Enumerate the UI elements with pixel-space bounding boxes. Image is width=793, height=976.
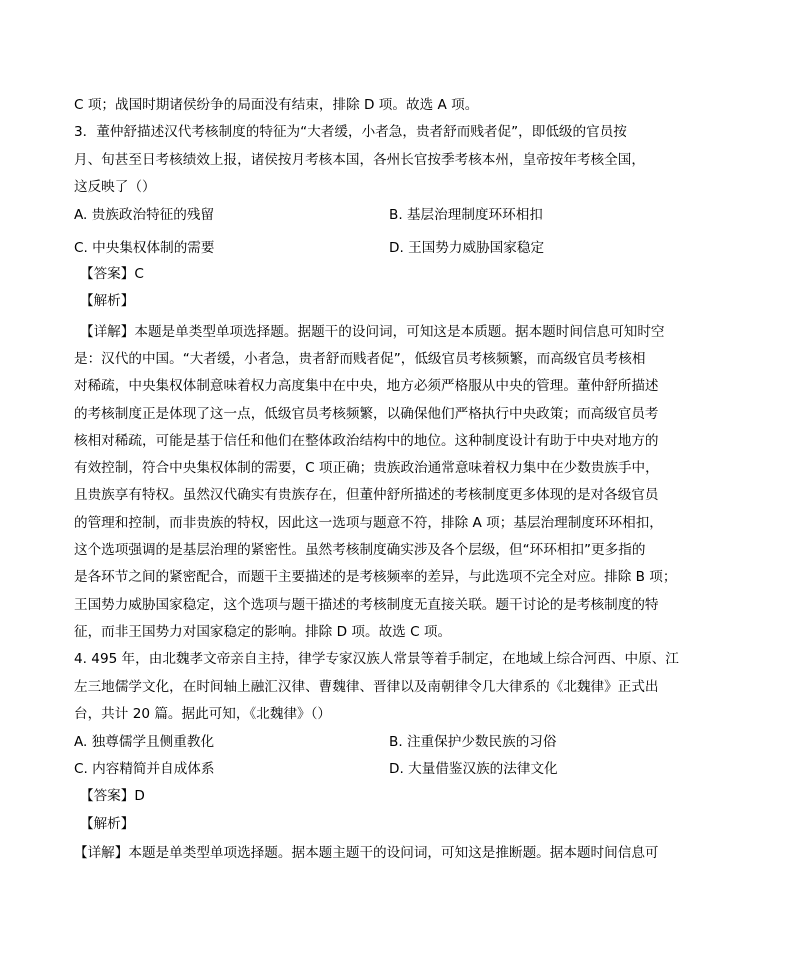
q3-option-d: D. 王国势力威胁国家稳定 — [389, 240, 545, 256]
q4-option-b: B. 注重保护少数民族的习俗 — [389, 734, 557, 750]
q4-option-d: D. 大量借鉴汉族的法律文化 — [389, 761, 558, 777]
q3-stem-line: 3．董仲舒描述汉代考核制度的特征为“大者缓，小者急，贵者舒而贱者促”，即低级的官员按 — [74, 124, 627, 140]
q2-tail-text: C 项；战国时期诸侯纷争的局面没有结束，排除 D 项。故选 A 项。 — [74, 97, 479, 113]
q3-stem-line: 月、旬甚至日考核绩效上报，诸侯按月考核本国，各州长官按季考核本州，皇帝按年考核全国， — [74, 152, 645, 168]
q3-detail-line: 的考核制度正是体现了这一点，低级官员考核频繁，以确保他们严格执行中央政策；而高级官员考 — [74, 406, 659, 422]
q3-stem-line: 这反映了（） — [74, 179, 156, 195]
q3-detail-line: 征，而非王国势力对国家稳定的影响。排除 D 项。故选 C 项。 — [74, 624, 452, 640]
q3-option-b: B. 基层治理制度环环相扣 — [389, 207, 543, 223]
q4-answer: 【答案】D — [80, 788, 145, 804]
q3-detail-line: 核相对稀疏，可能是基于信任和他们在整体政治结构中的地位。这种制度设计有助于中央对地方的 — [74, 433, 659, 449]
q4-option-a: A. 独尊儒学且侧重教化 — [74, 734, 215, 750]
q4-stem-line: 左三地儒学文化，在时间轴上融汇汉律、曹魏律、晋律以及南朝律令几大律系的《北魏律》正式出 — [74, 679, 659, 695]
q3-option-c: C. 中央集权体制的需要 — [74, 240, 215, 256]
q3-detail-line: 有效控制，符合中央集权体制的需要，C 项正确；贵族政治通常意味着权力集中在少数贵族手中， — [74, 460, 659, 476]
q4-option-c: C. 内容精简并自成体系 — [74, 761, 215, 777]
q3-option-a: A. 贵族政治特征的残留 — [74, 207, 215, 223]
q4-stem-line: 4. 495 年，由北魏孝文帝亲自主持，律学专家汉族人常景等着手制定，在地域上综合河西、中原、江 — [74, 651, 679, 667]
q4-stem-line: 台，共计 20 篇。据此可知，《北魏律》（） — [74, 706, 332, 722]
q3-detail-line: 对稀疏，中央集权体制意味着权力高度集中在中央，地方必须严格服从中央的管理。董仲舒所描述 — [74, 378, 659, 394]
q3-detail-line: 且贵族享有特权。虽然汉代确实有贵族存在，但董仲舒所描述的考核制度更多体现的是对各级官员 — [74, 487, 659, 503]
q3-detail-line: 是各环节之间的紧密配合，而题干主要描述的是考核频率的差异，与此选项不完全对应。排除 B 项； — [74, 569, 677, 585]
q3-analysis-label: 【解析】 — [80, 293, 135, 309]
q3-detail-line: 是：汉代的中国。“大者缓，小者急，贵者舒而贱者促”，低级官员考核频繁，而高级官员考核相 — [74, 351, 646, 367]
q4-analysis-label: 【解析】 — [80, 816, 135, 832]
q3-answer: 【答案】C — [80, 266, 144, 282]
q3-detail-line: 【详解】本题是单类型单项选择题。据题干的设问词，可知这是本质题。据本题时间信息可知时空 — [80, 324, 665, 340]
q4-detail-line: 【详解】本题是单类型单项选择题。据本题主题干的设问词，可知这是推断题。据本题时间信息可 — [74, 845, 659, 861]
q3-detail-line: 王国势力威胁国家稳定，这个选项与题干描述的考核制度无直接关联。题干讨论的是考核制度的特 — [74, 597, 659, 613]
q3-detail-line: 的管理和控制，而非贵族的特权，因此这一选项与题意不符，排除 A 项；基层治理制度环环相扣， — [74, 515, 663, 531]
q3-detail-line: 这个选项强调的是基层治理的紧密性。虽然考核制度确实涉及各个层级，但“环环相扣”更多指的 — [74, 542, 646, 558]
